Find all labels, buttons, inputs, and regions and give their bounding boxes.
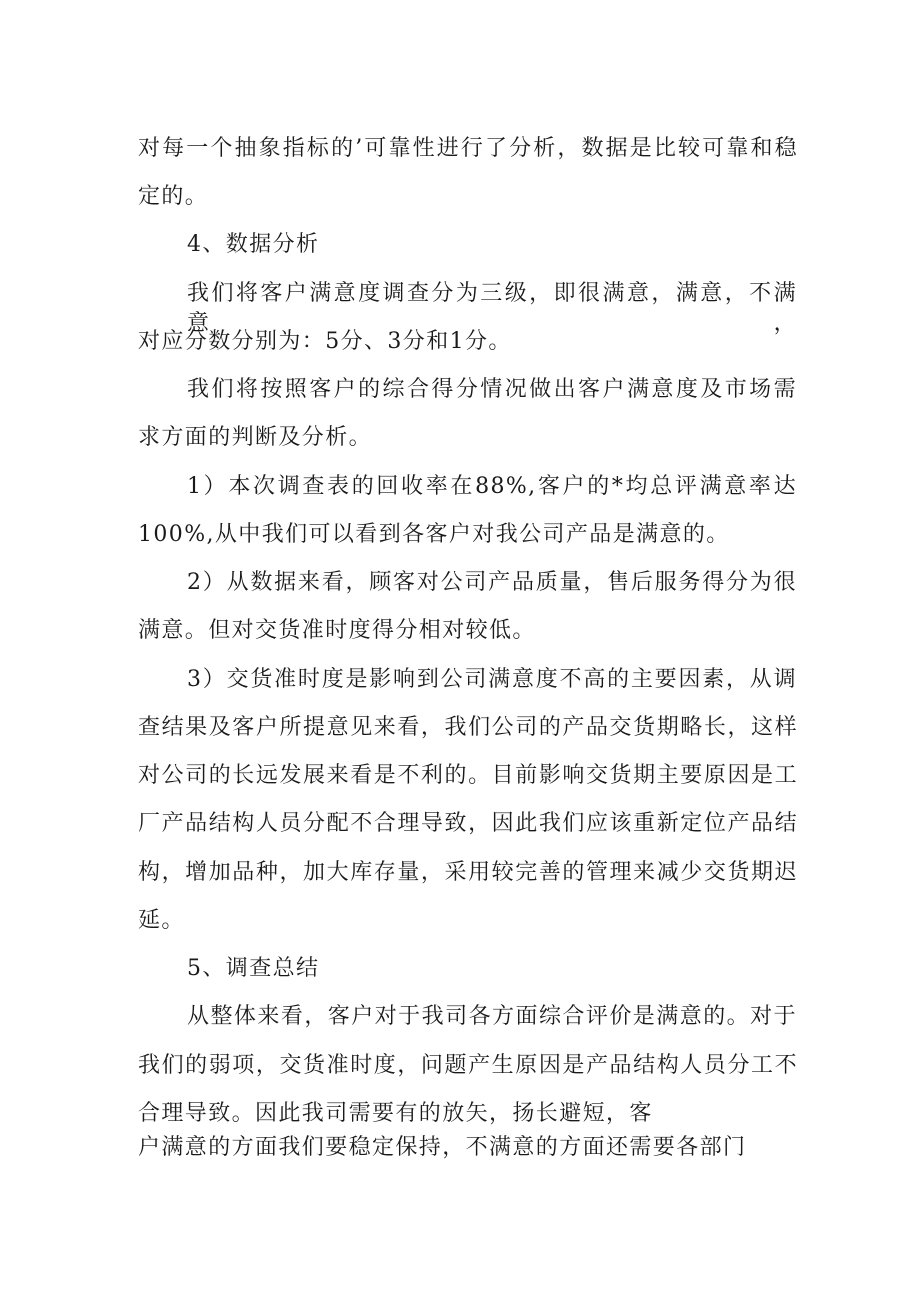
section-heading: 4、数据分析 (187, 232, 320, 257)
text-line: 我们的弱项，交货准时度，问题产生原因是产品结构人员分工不 (138, 1053, 798, 1078)
text-line: 从整体来看，客户对于我司各方面综合评价是满意的。对于 (187, 1004, 797, 1029)
text-line: 查结果及客户所提意见来看，我们公司的产品交货期略长，这样 (138, 715, 798, 740)
text-line: 3）交货准时度是影响到公司满意度不高的主要因素，从调 (187, 667, 797, 692)
text-line: 延。 (138, 908, 185, 933)
text-line: 定的。 (138, 184, 209, 209)
text-line: 我们将客户满意度调查分为三级，即很满意，满意，不满意， (187, 281, 797, 336)
text-line: 构，增加品种，加大库存量，采用较完善的管理来减少交货期迟 (138, 860, 798, 885)
section-heading: 5、调查总结 (187, 956, 320, 981)
text-line: 2）从数据来看，顾客对公司产品质量，售后服务得分为很 (187, 570, 797, 595)
text-line: 1）本次调查表的回收率在88%,客户的*均总评满意率达 (187, 474, 797, 499)
text-line: 合理导致。因此我司需要有的放矢，扬长避短，客 (138, 1101, 653, 1126)
text-line: 100%,从中我们可以看到各客户对我公司产品是满意的。 (138, 522, 730, 547)
text-line: 求方面的判断及分析。 (138, 425, 373, 450)
text-line: 满意。但对交货准时度得分相对较低。 (138, 618, 536, 643)
text-line: 户满意的方面我们要稳定保持，不满意的方面还需要各部门 (138, 1135, 747, 1160)
text-line: 对公司的长远发展来看是不利的。目前影响交货期主要原因是工 (138, 763, 798, 788)
text-line: 对应分数分别为：5分、3分和1分。 (138, 329, 512, 354)
text-line: 我们将按照客户的综合得分情况做出客户满意度及市场需 (187, 377, 797, 402)
text-line: 厂产品结构人员分配不合理导致，因此我们应该重新定位产品结 (138, 811, 798, 836)
text-line: 对每一个抽象指标的’可靠性进行了分析，数据是比较可靠和稳 (138, 136, 798, 161)
